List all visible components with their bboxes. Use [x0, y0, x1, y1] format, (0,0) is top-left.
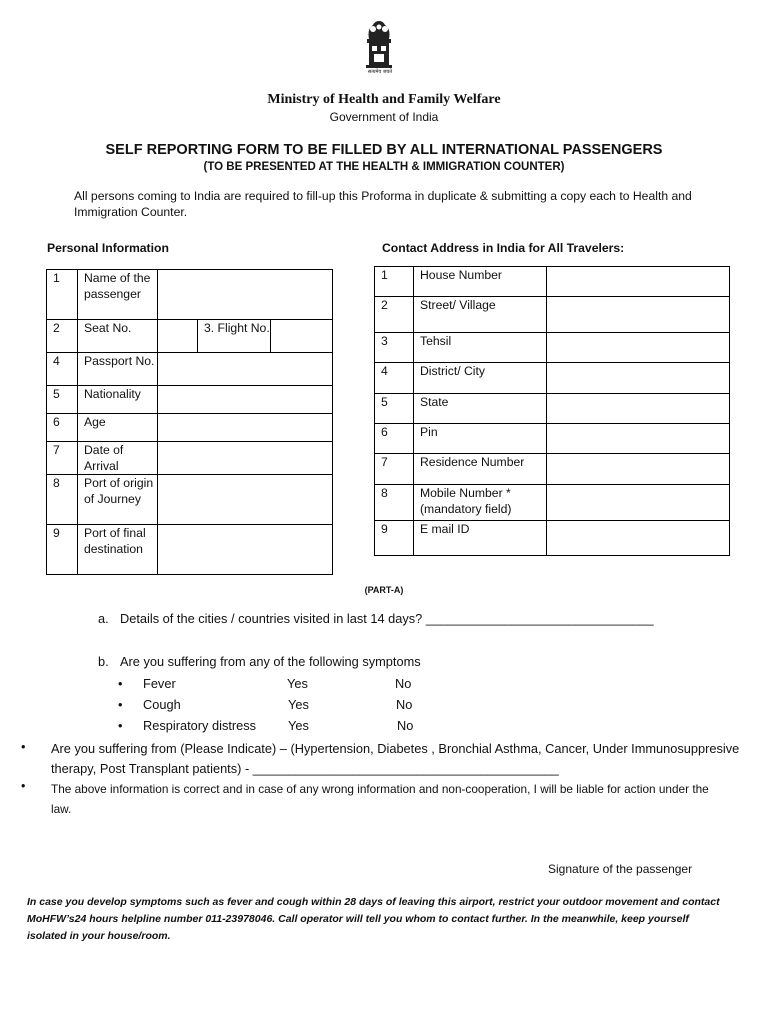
row-number: 4: [375, 363, 414, 394]
house-number-field[interactable]: [547, 267, 730, 297]
table-row: [375, 333, 730, 363]
row-number: 2: [375, 297, 414, 333]
field-label: Port of origin of Journey: [78, 475, 158, 525]
emblem-caption: सत्यमेव जयते: [367, 69, 393, 75]
arrival-date-field[interactable]: [158, 442, 333, 475]
table-row: [375, 267, 730, 297]
row-number: 1: [375, 267, 414, 297]
field-label: Tehsil: [414, 333, 547, 363]
field-label: Street/ Village: [414, 297, 547, 333]
field-label: Pin: [414, 424, 547, 454]
tehsil-field[interactable]: [547, 333, 730, 363]
bullet-icon: •: [118, 676, 123, 691]
row-number: 3: [375, 333, 414, 363]
flight-number-field[interactable]: [271, 320, 333, 353]
bullet-icon: •: [118, 718, 123, 733]
field-label: Residence Number: [414, 454, 547, 485]
field-label: Mobile Number * (mandatory field): [414, 485, 547, 521]
row-number: 2: [47, 320, 78, 353]
form-subtitle: (TO BE PRESENTED AT THE HEALTH & IMMIGRATION COUNTER): [203, 161, 565, 173]
question-b-text: Are you suffering from any of the following symptoms: [120, 654, 421, 669]
table-row: [47, 320, 333, 353]
destination-port-field[interactable]: [158, 525, 333, 575]
symptom-name: Respiratory distress: [143, 718, 257, 733]
bullet-icon: •: [21, 779, 26, 793]
table-row: [47, 525, 333, 575]
row-number: 9: [47, 525, 78, 575]
field-label: State: [414, 394, 547, 424]
field-label: District/ City: [414, 363, 547, 394]
part-a-label: (PART-A): [364, 585, 404, 595]
row-number: 6: [47, 414, 78, 442]
field-label: Date of Arrival: [78, 442, 158, 475]
table-row: [375, 485, 730, 521]
table-row: [375, 424, 730, 454]
personal-info-table: [46, 269, 333, 575]
field-label: House Number: [414, 267, 547, 297]
row-number: 6: [375, 424, 414, 454]
symptom-name: Cough: [143, 697, 181, 712]
passport-number-field[interactable]: [158, 353, 333, 386]
residence-number-field[interactable]: [547, 454, 730, 485]
row-number: 1: [47, 270, 78, 320]
row-number: 5: [375, 394, 414, 424]
symptom-name: Fever: [143, 676, 176, 691]
contact-address-heading: Contact Address in India for All Travelers:: [382, 241, 625, 255]
symptom-no-option[interactable]: No: [396, 697, 413, 712]
form-title: SELF REPORTING FORM TO BE FILLED BY ALL INTERNATIONAL PASSENGERS: [105, 142, 663, 158]
email-field[interactable]: [547, 521, 730, 556]
field-label: Seat No.: [78, 320, 158, 353]
bullet-icon: •: [21, 739, 26, 754]
question-b-marker: b.: [98, 654, 109, 669]
table-row: [375, 454, 730, 485]
table-row: [375, 297, 730, 333]
table-row: [47, 475, 333, 525]
symptom-yes-option[interactable]: Yes: [287, 676, 308, 691]
row-number: 9: [375, 521, 414, 556]
field-label: E mail ID: [414, 521, 547, 556]
row-number: 7: [47, 442, 78, 475]
illness-question: Are you suffering from (Please Indicate) – (Hypertension, Diabetes , Bronchial Asthma, Cancer, Under Immunosuppresive therapy, Post Transplant patients) - ___________________________________________: [51, 741, 740, 776]
row-number: 4: [47, 353, 78, 386]
personal-info-heading: Personal Information: [47, 241, 169, 255]
field-label: Name of the passenger: [78, 270, 158, 320]
symptom-no-option[interactable]: No: [395, 676, 412, 691]
pin-field[interactable]: [547, 424, 730, 454]
table-row: [47, 386, 333, 414]
passenger-name-field[interactable]: [158, 270, 333, 320]
field-label: Age: [78, 414, 158, 442]
table-row: [375, 394, 730, 424]
symptom-yes-option[interactable]: Yes: [288, 697, 309, 712]
contact-address-table: [374, 266, 730, 556]
footer-note: In case you develop symptoms such as fever and cough within 28 days of leaving this airport, restrict your outdoor movement and contact MoHFW’s24 hours helpline number 011-23978046. Call operator will tell you whom to contact further. In the meanwhile, keep yourself isolated in your house/room.: [27, 896, 720, 942]
table-row: [47, 353, 333, 386]
origin-port-field[interactable]: [158, 475, 333, 525]
row-number: 5: [47, 386, 78, 414]
signature-label: Signature of the passenger: [548, 862, 693, 876]
declaration-statement: The above information is correct and in case of any wrong information and non-cooperation, I will be liable for action under the law.: [51, 782, 709, 816]
question-a-marker: a.: [98, 611, 109, 626]
bullet-icon: •: [118, 697, 123, 712]
symptom-no-option[interactable]: No: [397, 718, 414, 733]
table-row: [375, 363, 730, 394]
table-row: [375, 521, 730, 556]
table-row: [47, 442, 333, 475]
table-row: [47, 414, 333, 442]
question-a-text: Details of the cities / countries visited in last 14 days? ________________________________: [120, 611, 654, 626]
seat-number-field[interactable]: [158, 320, 198, 353]
field-label: Passport No.: [78, 353, 158, 386]
row-number: 8: [375, 485, 414, 521]
symptom-yes-option[interactable]: Yes: [288, 718, 309, 733]
street-village-field[interactable]: [547, 297, 730, 333]
government-title: Government of India: [329, 110, 439, 124]
table-row: [47, 270, 333, 320]
nationality-field[interactable]: [158, 386, 333, 414]
symptoms-list: [0, 676, 768, 742]
district-city-field[interactable]: [547, 363, 730, 394]
mobile-number-field[interactable]: [547, 485, 730, 521]
row-number: 8: [47, 475, 78, 525]
field-label: Nationality: [78, 386, 158, 414]
field-label: Port of final destination: [78, 525, 158, 575]
state-field[interactable]: [547, 394, 730, 424]
field-label: 3. Flight No.: [198, 320, 271, 353]
intro-text: All persons coming to India are required to fill-up this Proforma in duplicate & submitting a copy each to Health and Immigration Counter.: [74, 189, 692, 219]
ministry-title: Ministry of Health and Family Welfare: [267, 92, 501, 107]
age-field[interactable]: [158, 414, 333, 442]
row-number: 7: [375, 454, 414, 485]
